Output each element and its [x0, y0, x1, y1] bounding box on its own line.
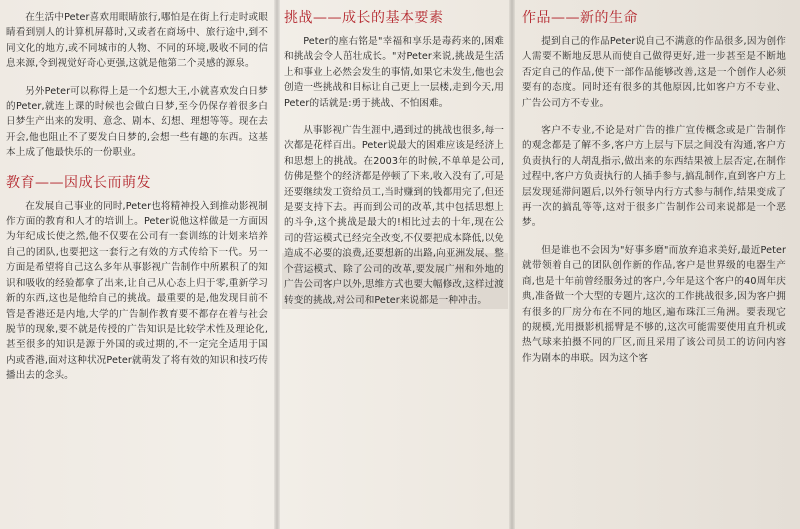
column-left: [0, 0, 276, 529]
column-right: [512, 0, 800, 529]
paragraph-motto: Peter的座右铭是"幸福和享乐是毒药来的,困难和挑战会令人茁壮成长。"对Peter来说,挑战是生活上和事业上必然会发生的事情,如果它未发生,他也会创造一些挑战和目标让自己更上一层楼,走到今天,用Peter的话就是:勇于挑战、不怕困难。: [284, 36, 504, 109]
paragraph-works: 提到自己的作品Peter说自己不满意的作品很多,因为创作人需要不断地反思从而使自己做得更好,进一步甚至是不断地否定自己的作品,使下一部作品能够改善,这是一个创作人必须要有的态度。同时还有很多的其他原因,比如客户方不专业、广告公司方不专业。: [522, 36, 786, 109]
paragraph-client-issues: 客户不专业,不论是对广告的推广宣传概念或是广告制作的观念都是了解不多,客户方上层与下层之间没有沟通,客户方负责执行的人胡乱指示,做出来的东西结果被上层否定,在制作过程中,客户方负责执行的人插手参与,搞乱制作,直到客户方上层发现延滞问题后,以外行领导内行方式参与制作,结果变成了再一次的搞乱等等,这对于很多广告制作公司来说都是一个恶梦。: [522, 125, 786, 229]
paragraph-travel-inspiration: 在生活中Peter喜欢用眼睛旅行,哪怕是在街上行走时或眼睛看到别人的计算机屏幕时,又或者在商场中、旅行途中,到不同文化的地方,或不同城市的人物、不同的环境,吸收不同的信息来源,令到视觉好奇心更强,这就是他第二个灵感的源泉。: [6, 12, 268, 70]
paragraph-daydream: 另外Peter可以称得上是一个幻想大王,小就喜欢发白日梦的Peter,就连上课的时候也会做白日梦,至今仍保存着很多白日梦生产出来的发明、意念、剧本、幻想、理想等等。现在去开会,他也阻止不了要发白日梦的,会想一些有趣的东西。这基本上成了他最快乐的一份职业。: [6, 85, 268, 159]
paragraph-new-project: 但是谁也不会因为"好事多磨"而放弃追求美好,最近Peter就带领着自己的团队创作新的作品,客户是世界级的电器生产商,也是十年前曾经服务过的客户,今年是这个客户的40周年庆典,准备做一个大型的专题片,这次的工作挑战很多,因为客户拥有很多的厂房分布在不同的地区,遍布珠江三角洲。要表现它的规模,光用摄影机摇臂是不够的,这次可能需要使用直升机或热气球来拍摄不同的厂区,而且采用了该公司员工的访问内容作为剧本的串联。因为这个客: [522, 244, 786, 364]
paragraph-education: 在发展自己事业的同时,Peter也将精神投入到推动影视制作方面的教育和人才的培训上。Peter说他这样做是一方面因为年纪成长使之然,他不仅要在公司有一套训练的计划来培养自己的团队,也要把这一套行之有效的方式传给下一代。另一方面是希望将自己这么多年从事影视广告制作中所累积了的知识和吸收的经验都拿了出来,让自己从心态上归于零,重新学习新的东西,这也是他给自己的挑战。最重要的是,他发现目前不管是香港还是内地,大学的广告制作教育要不都存在着与社会脱节的现象,要不就是传授的广告知识是比较学术性及理论化,甚至很多的知识是源于外国的或过期的,不一定完全适用于国内或香港,面对这种状况Peter就萌发了将有效的知识和技巧传播出去的念头。: [6, 200, 268, 382]
section-heading-education: 教育——因成长而萌发: [6, 174, 151, 191]
paragraph-challenges: 从事影视广告生涯中,遇到过的挑战也很多,每一次都是花样百出。Peter说最大的困难应该是经济上和思想上的挑战。在2003年的时候,不单单是公司,仿佛是整个的经济都是停顿了下来,收入没有了,可是还要继续发工资给员工,当时赚到的钱都用完了,但还是要支持下去。再而到公司的改革,其中包括思想上的斗争,这个挑战是最大的!相比过去的十年,现在公司的营运模式已经完全改变,不仅要把成本降低,以免造成不必要的浪费,还要想新的出路,向亚洲发展、整个营运模式、除了公司的改革,要发展广州和外地的广告公司客户以外,思维方式也要大幅修改,这样过渡转变的挑战,对公司和Peter来说都是一种冲击。: [284, 125, 504, 306]
section-heading-challenge: 挑战——成长的基本要素: [284, 10, 444, 26]
column-middle: [278, 0, 510, 529]
section-heading-works: 作品——新的生命: [522, 10, 638, 26]
